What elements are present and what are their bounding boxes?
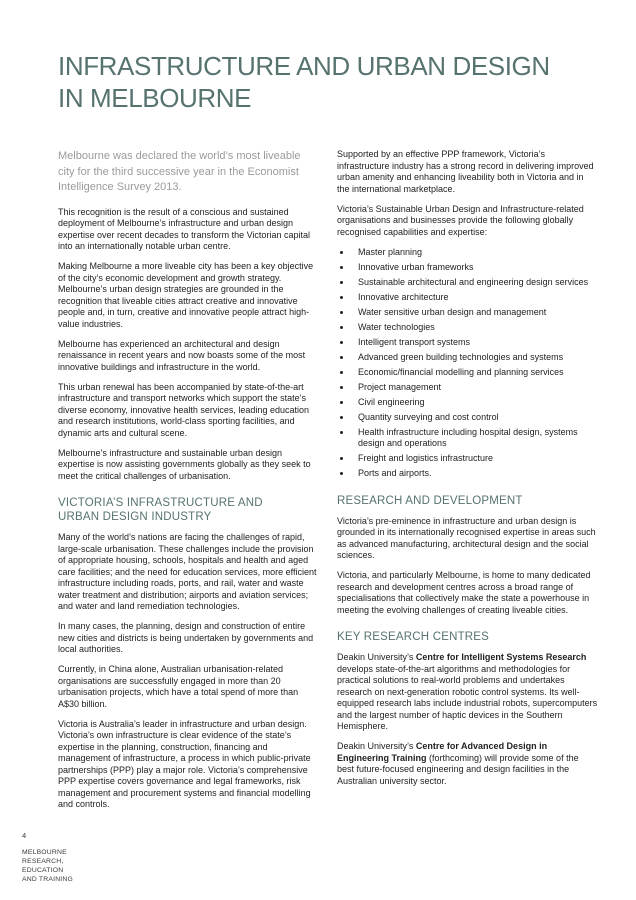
footer-org-line: MELBOURNE xyxy=(22,849,67,856)
list-item: Innovative urban frameworks xyxy=(337,262,598,274)
list-item: Innovative architecture xyxy=(337,292,598,304)
paragraph: Melbourne’s infrastructure and sustainable urban design expertise is now assisting governments globally as they seek to meet the critical challenges of urbanisation. xyxy=(58,447,311,481)
list-item: Water sensitive urban design and management xyxy=(337,307,598,319)
paragraph: Melbourne has experienced an architectural and design renaissance in recent years and now boasts some of the most innovative buildings and infrastructure in the world. xyxy=(58,338,306,372)
footer-org-line: AND TRAINING xyxy=(22,876,73,883)
footer-org-line: EDUCATION xyxy=(22,867,64,874)
paragraph: Making Melbourne a more liveable city has been a key objective of the city’s economic development and growth strategy. Melbourne’s urban design strategies are grounded in the recognition that liveable cities attract creative and innovative people and, in turn, creative and innovative people attract high-value industries. xyxy=(58,261,314,329)
list-item: Health infrastructure including hospital design, systems design and operations xyxy=(337,427,598,450)
footer-org-name xyxy=(22,848,73,884)
section-heading-line-2: URBAN DESIGN INDUSTRY xyxy=(58,511,212,523)
list-item: Intelligent transport systems xyxy=(337,337,598,349)
capabilities-list xyxy=(337,247,598,480)
paragraph-suffix: (forthcoming) will provide some of the best future-focused engineering and design facilities in the Australian university sector. xyxy=(337,752,579,786)
page-number: 4 xyxy=(22,831,27,840)
page-title-line-1: INFRASTRUCTURE AND URBAN DESIGN xyxy=(58,51,550,81)
left-column xyxy=(58,149,319,819)
list-item: Advanced green building technologies and systems xyxy=(337,352,598,364)
paragraph-rich xyxy=(337,741,598,787)
page-title-line-2: IN MELBOURNE xyxy=(58,83,252,113)
section-heading-key-centres: KEY RESEARCH CENTRES xyxy=(337,631,490,643)
paragraph: Victoria’s Sustainable Urban Design and Infrastructure-related organisations and businesses provide the following globally recognised capabilities and expertise: xyxy=(337,203,584,237)
list-item: Sustainable architectural and engineering design services xyxy=(337,277,598,289)
paragraph: Victoria’s pre-eminence in infrastructure and urban design is grounded in its internationally recognised expertise in areas such as advanced manufacturing, architectural design and the social sciences. xyxy=(337,515,596,560)
lead-paragraph: Melbourne was declared the world’s most liveable city for the third successive year in the Economist Intelligence Survey 2013. xyxy=(58,150,301,193)
paragraph-bold-centre-name: Centre for Advanced Design in Engineering Training xyxy=(337,741,548,763)
right-column xyxy=(337,149,598,819)
paragraph-rich xyxy=(337,652,598,733)
paragraph-bold-centre-name: Centre for Intelligent Systems Research xyxy=(415,652,587,662)
paragraph: This recognition is the result of a conscious and sustained deployment of Melbourne’s infrastructure and urban design expertise over recent decades to transform the Victorian capital into an internationally notable urban centre. xyxy=(58,206,310,251)
paragraph: Supported by an effective PPP framework, Victoria’s infrastructure industry has a strong record in delivering improved urban amenity and enhancing liveability both in Victoria and in the international marketplace. xyxy=(337,149,594,194)
footer-org-line: RESEARCH, xyxy=(22,858,64,865)
list-item: Project management xyxy=(337,382,598,394)
body-columns xyxy=(58,149,598,819)
list-item: Quantity surveying and cost control xyxy=(337,412,598,424)
list-item: Civil engineering xyxy=(337,397,598,409)
list-item: Water technologies xyxy=(337,322,598,334)
section-heading-line-1: VICTORIA’S INFRASTRUCTURE AND xyxy=(58,497,263,509)
section-heading-industry xyxy=(58,496,319,524)
paragraph: In many cases, the planning, design and construction of entire new cities and districts is being undertaken by governments and local authorities. xyxy=(58,621,314,654)
paragraph: Currently, in China alone, Australian urbanisation-related organisations are successfully engaged in more than 20 urbanisation projects, which have a total spend of more than A$30 billion. xyxy=(58,664,299,709)
page-footer xyxy=(22,831,73,884)
paragraph: Victoria, and particularly Melbourne, is home to many dedicated research and development centres across a broad range of specialisations that collectively make the state a powerhouse in meeting the evolving challenges of creating liveable cities. xyxy=(337,570,591,615)
paragraph-prefix: Deakin University’s xyxy=(337,652,416,662)
paragraph-suffix: develops state-of-the-art algorithms and methodologies for practical solutions to real-world problems and undertakes research on next-generation robotic control systems. Its well-equipped research labs include industrial robots, supercomputers and the largest number of haptic devices in the Southern Hemisphere. xyxy=(337,663,598,731)
list-item: Ports and airports. xyxy=(337,468,598,480)
paragraph: This urban renewal has been accompanied by state-of-the-art infrastructure and transport networks which support the state’s diverse economy, innovative health services, leading education and research institutions, world-class sporting facilities, and dynamic arts and cultural scene. xyxy=(58,381,309,438)
list-item: Freight and logistics infrastructure xyxy=(337,453,598,465)
section-heading-research: RESEARCH AND DEVELOPMENT xyxy=(337,494,523,507)
list-item: Master planning xyxy=(337,247,598,259)
paragraph-prefix: Deakin University’s xyxy=(337,741,416,751)
paragraph: Victoria is Australia’s leader in infrastructure and urban design. Victoria’s own infrastructure is clear evidence of the state’s expertise in the planning, construction, financing and management of infrastructure, a process in which public-private partnerships (PPP) play a major role. Victoria’s comprehensive PPP expertise covers governance and legal frameworks, risk management and procurement systems and financial modelling and controls. xyxy=(58,718,311,809)
page-title xyxy=(58,50,598,114)
paragraph: Many of the world’s nations are facing the challenges of rapid, large-scale urbanisation. These challenges include the provision of appropriate housing, schools, hospitals and health and aged care facilities; and the need for education services, more efficient infrastructure including roads, ports, and rail, water and waste water treatment and distribution; airports and aviation services; and water and land remediation technologies. xyxy=(58,532,317,611)
list-item: Economic/financial modelling and planning services xyxy=(337,367,598,379)
